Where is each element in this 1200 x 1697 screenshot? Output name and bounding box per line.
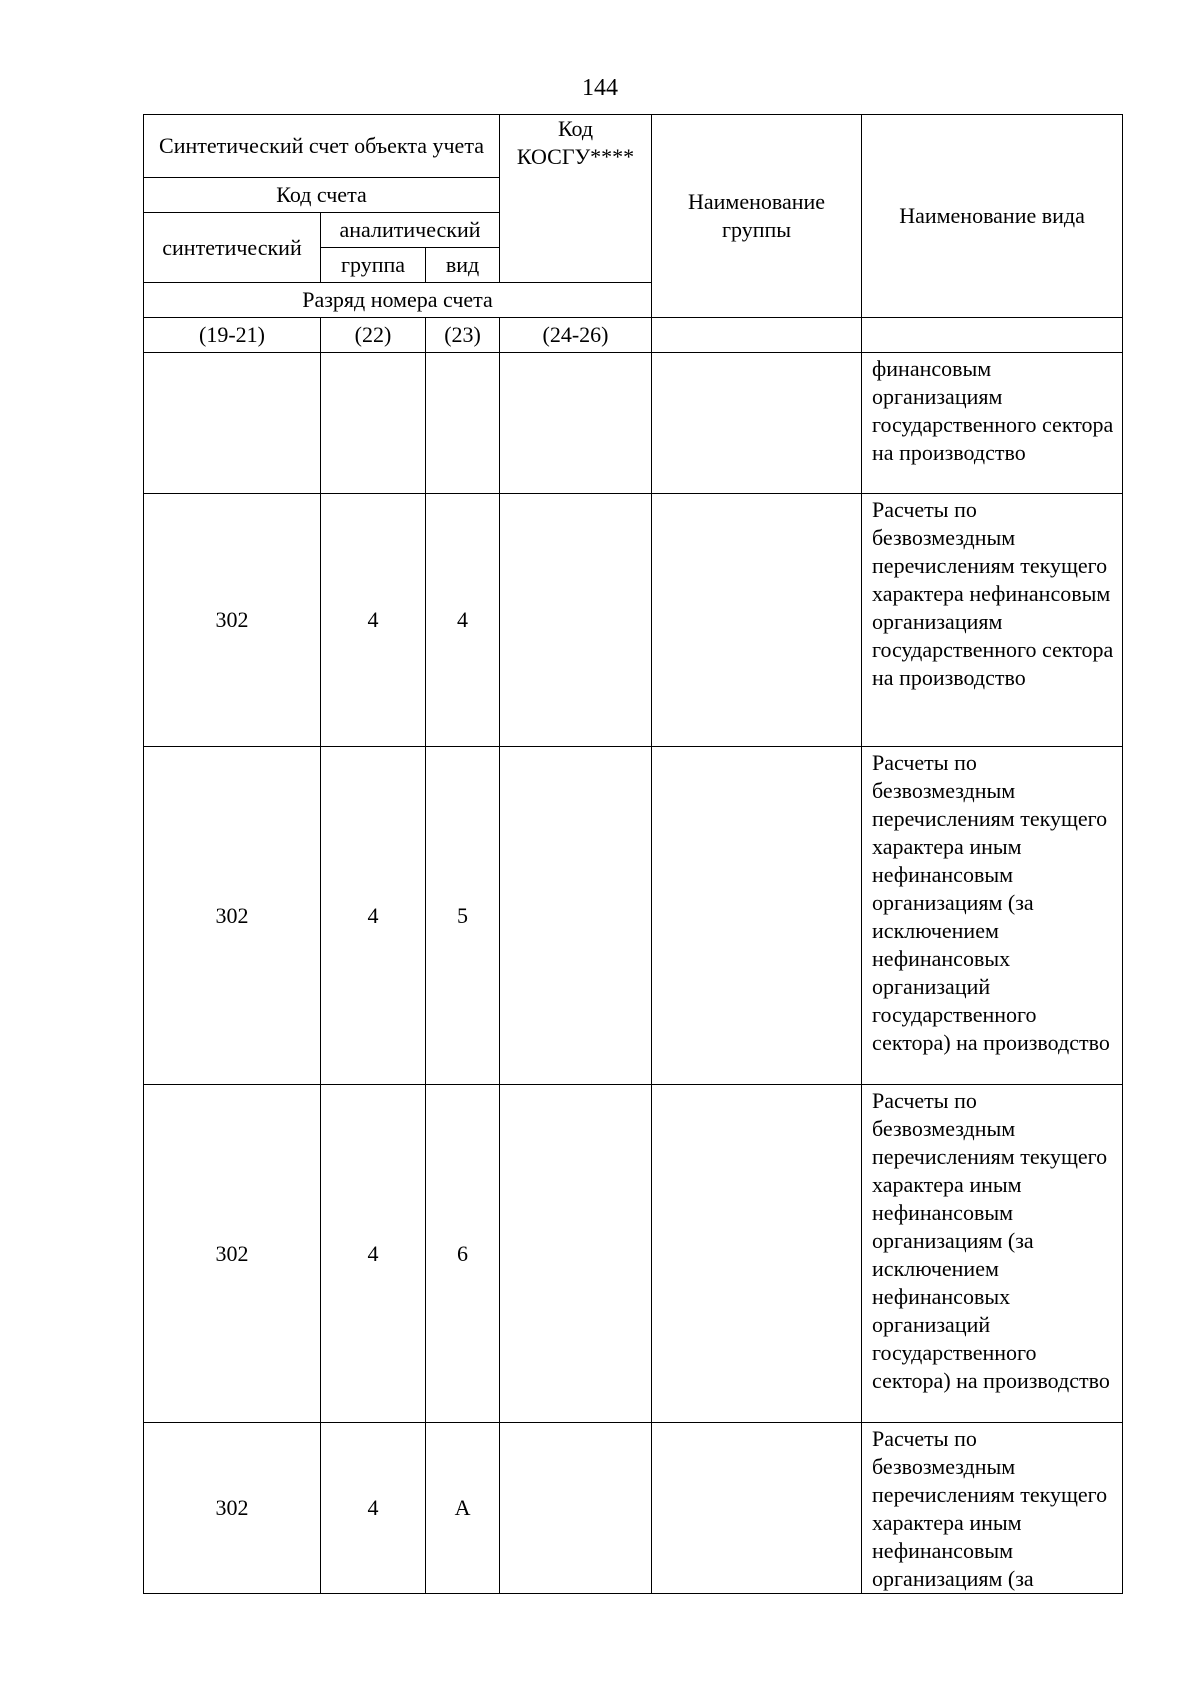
- digit-cell: [862, 318, 1123, 353]
- header-group-name: Наименование группы: [652, 115, 862, 318]
- type-cell: 6: [426, 1085, 500, 1423]
- accounts-table: [143, 114, 1123, 1594]
- header-account-code: Код счета: [144, 178, 500, 213]
- table-body: [144, 353, 1123, 1594]
- table-row: [144, 1423, 1123, 1594]
- header-synthetic-account-object: Синтетический счет объекта учета: [144, 115, 500, 178]
- page-number: 144: [582, 75, 618, 101]
- type-cell: 4: [426, 494, 500, 747]
- digit-cell: (22): [321, 318, 426, 353]
- group-name-cell: [652, 353, 862, 494]
- type-name-cell: Расчеты по безвозмездным перечислениям текущего характера иным нефинансовым организациям (за исключением нефинансовых организаций государственного сектора) на производство: [862, 747, 1123, 1085]
- group-name-cell: [652, 747, 862, 1085]
- type-name-cell: финансовым организациям государственного сектора на производство: [862, 353, 1123, 494]
- kosgu-cell: [500, 353, 652, 494]
- table-row: [144, 494, 1123, 747]
- kosgu-cell: [500, 747, 652, 1085]
- header-group: группа: [321, 248, 426, 283]
- group-cell: 4: [321, 1423, 426, 1594]
- synthetic-cell: 302: [144, 1085, 321, 1423]
- table-row: [144, 1085, 1123, 1423]
- type-name-cell: Расчеты по безвозмездным перечислениям текущего характера иным нефинансовым организациям (за: [862, 1423, 1123, 1594]
- header-kosgu-code: Код КОСГУ****: [500, 115, 652, 283]
- type-cell: А: [426, 1423, 500, 1594]
- table-row: [144, 353, 1123, 494]
- group-cell: [321, 353, 426, 494]
- digit-cell: (23): [426, 318, 500, 353]
- kosgu-cell: [500, 1085, 652, 1423]
- synthetic-cell: 302: [144, 494, 321, 747]
- type-name-cell: Расчеты по безвозмездным перечислениям текущего характера иным нефинансовым организациям (за исключением нефинансовых организаций государственного сектора) на производство: [862, 1085, 1123, 1423]
- group-cell: 4: [321, 1085, 426, 1423]
- table-row: [144, 747, 1123, 1085]
- group-name-cell: [652, 1423, 862, 1594]
- group-name-cell: [652, 1085, 862, 1423]
- synthetic-cell: 302: [144, 747, 321, 1085]
- type-cell: [426, 353, 500, 494]
- header-account-digit: Разряд номера счета: [144, 283, 652, 318]
- table-header: [144, 115, 1123, 353]
- synthetic-cell: 302: [144, 1423, 321, 1594]
- group-cell: 4: [321, 747, 426, 1085]
- kosgu-cell: [500, 494, 652, 747]
- group-name-cell: [652, 494, 862, 747]
- digit-cell: (19-21): [144, 318, 321, 353]
- header-digits-row: [144, 318, 1123, 353]
- type-cell: 5: [426, 747, 500, 1085]
- synthetic-cell: [144, 353, 321, 494]
- header-synthetic: синтетический: [144, 213, 321, 283]
- header-analytical: аналитический: [321, 213, 500, 248]
- digit-cell: (24-26): [500, 318, 652, 353]
- kosgu-cell: [500, 1423, 652, 1594]
- header-type-name: Наименование вида: [862, 115, 1123, 318]
- group-cell: 4: [321, 494, 426, 747]
- type-name-cell: Расчеты по безвозмездным перечислениям текущего характера нефинансовым организациям государственного сектора на производство: [862, 494, 1123, 747]
- header-type: вид: [426, 248, 500, 283]
- digit-cell: [652, 318, 862, 353]
